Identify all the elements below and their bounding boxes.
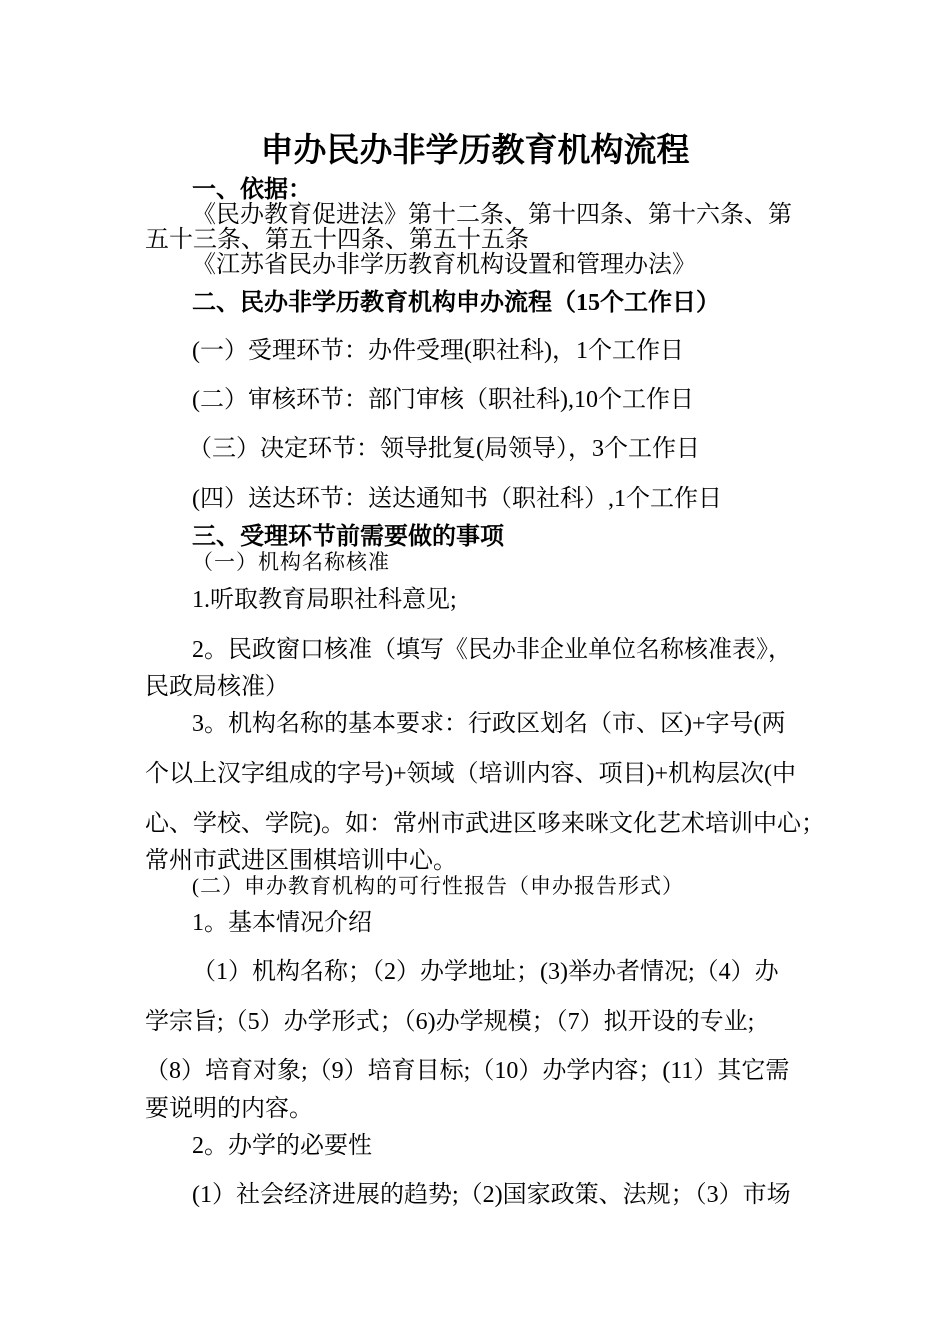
paragraph-line: 《民办教育促进法》第十二条、第十四条、第十六条、第 [192,202,792,228]
paragraph-line: (二）审核环节：部门审核（职社科),10个工作日 [192,387,694,413]
section-heading-basis: 一、依据： [192,177,312,203]
document-title: 申办民办非学历教育机构流程 [260,130,690,169]
paragraph-line: 要说明的内容。 [145,1096,313,1122]
subsection-heading: （一）机构名称核准 [192,550,390,574]
paragraph-line: 个以上汉字组成的字号)+领域（培训内容、项目)+机构层次(中 [145,761,797,787]
section-heading-preparation: 三、受理环节前需要做的事项 [192,524,504,550]
paragraph-line: 心、学校、学院)。如：常州市武进区哆来咪文化艺术培训中心； [145,811,825,837]
paragraph-line: （三）决定环节：领导批复(局领导），3个工作日 [188,436,700,462]
paragraph-line: 1。基本情况介绍 [192,910,372,936]
section-heading-process: 二、民办非学历教育机构申办流程（15个工作日） [192,290,720,316]
paragraph-line: 五十三条、第五十四条、第五十五条 [145,227,529,253]
paragraph-line: 学宗旨;（5）办学形式；（6)办学规模；（7）拟开设的专业; [145,1009,755,1035]
paragraph-line: (一）受理环节：办件受理(职社科)，1个工作日 [192,338,684,364]
paragraph-line: 3。机构名称的基本要求：行政区划名（市、区)+字号(两 [192,711,786,737]
subsection-heading: (二）申办教育机构的可行性报告（申办报告形式） [192,874,684,898]
paragraph-line: 《江苏省民办非学历教育机构设置和管理办法》 [192,252,696,278]
paragraph-line: (四）送达环节：送达通知书（职社科）,1个工作日 [192,486,722,512]
paragraph-line: （1）机构名称；（2）办学地址；(3)举办者情况;（4）办 [192,959,779,985]
paragraph-line: 常州市武进区围棋培训中心。 [145,848,457,874]
paragraph-line: 2。民政窗口核准（填写《民办非企业单位名称核准表》， [192,637,792,663]
paragraph-line: 2。办学的必要性 [192,1133,372,1159]
paragraph-line: 民政局核准） [145,674,289,700]
paragraph-line: (1）社会经济进展的趋势;（2)国家政策、法规；（3）市场 [192,1182,791,1208]
paragraph-line: （8）培育对象;（9）培育目标;（10）办学内容；(11）其它需 [145,1058,790,1084]
paragraph-line: 1.听取教育局职社科意见; [192,587,457,613]
